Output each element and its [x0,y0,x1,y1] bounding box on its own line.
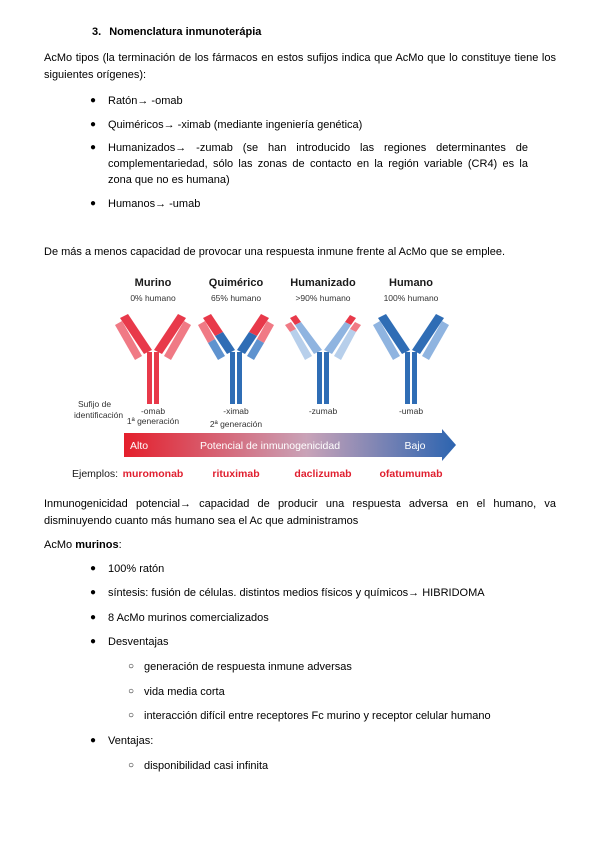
list-item [90,93,528,109]
list-item [90,140,528,188]
arrow-center-label: Potencial de inmunogenicidad [199,440,341,452]
figure-intro: De más a menos capacidad de provocar una respuesta inmune frente al AcMo que se emplee. [44,246,506,258]
list-item-text: 100% ratón [108,563,165,575]
generation-murino: 1ª generación [126,416,180,426]
bullet-icon: ● [90,142,97,153]
immunogenicity-arrow [124,429,456,461]
suffix-quimerico: -ximab [223,406,249,416]
bullet-icon: ● [90,563,97,574]
example-quimerico: rituximab [212,468,260,480]
list-item-text: Humanos→ -umab [108,198,201,210]
suffix-humano: -umab [398,406,424,416]
arrow-high-label: Alto [130,440,149,452]
list-item-text: síntesis: fusión de células. distintos medios físicos y químicos→ HIBRIDOMA [108,587,485,599]
generation-quimerico: 2ª generación [209,419,263,429]
example-humano: ofatumumab [379,468,443,480]
bullet-icon: ● [90,198,97,209]
antibody-murino-icon [115,314,191,404]
list-item [90,196,528,212]
section-number: 3. [92,26,102,38]
suffix-murino: -omab [140,406,166,416]
bullet-icon: ● [90,612,97,623]
type-name-murino: Murino [134,277,172,289]
type-pct-murino: 0% humano [130,293,176,303]
list-item [90,733,528,749]
circle-bullet-icon: ○ [128,686,135,697]
sub-list-item-text: disponibilidad casi infinita [144,760,269,772]
circle-bullet-icon: ○ [128,710,135,721]
bullet-icon: ● [90,95,97,106]
sub-list-item-text: generación de respuesta inmune adversas [144,661,352,673]
list-item-text: Ratón→ -omab [108,95,183,107]
suffix-label-line1: Sufijo de [78,399,112,409]
antibody-quimerico-icon [198,314,274,404]
sub-list-item [128,684,558,700]
circle-bullet-icon: ○ [128,661,135,672]
murine-heading [44,537,556,554]
bullet-icon: ● [90,119,97,130]
example-humanizado: daclizumab [294,468,352,480]
list-item [90,610,528,626]
antibody-humanizado-icon [285,315,361,404]
bullet-icon: ● [90,587,97,598]
type-pct-humanizado: >90% humano [295,293,351,303]
examples-label: Ejemplos: [72,468,119,480]
list-item [90,585,528,601]
sub-list-item-text: interacción difícil entre receptores Fc murino y receptor celular humano [144,710,491,722]
antibody-humano-icon [373,314,449,404]
list-item [90,117,528,133]
list-item [90,561,528,577]
type-name-quimerico: Quimérico [208,277,264,289]
bullet-icon: ● [90,636,97,647]
arrow-low-label: Bajo [404,440,426,452]
sub-list-item [128,659,558,675]
murine-heading-suffix: : [118,539,122,551]
section-title: Nomenclatura inmunoterápia [109,26,262,38]
intro-paragraph: AcMo tipos (la terminación de los fármacos en estos sufijos indica que AcMo que lo constituye tiene los siguientes orígenes): [44,52,556,81]
section-heading [92,26,261,38]
list-item [90,634,528,650]
list-item-text: Ventajas: [108,735,154,747]
type-name-humano: Humano [389,277,433,289]
list-item-text: Humanizados→ -zumab (se han introducido las regiones determinantes de complementariedad, sólo las zonas de contacto en la región variable (CR4) es la zona que no es humana) [108,142,528,186]
type-pct-humano: 100% humano [383,293,439,303]
list-item-text: Quiméricos→ -ximab (mediante ingeniería genética) [108,119,363,131]
sub-list-item-text: vida media corta [144,686,225,698]
antibody-figure [70,268,490,490]
example-murino: muromonab [122,468,184,480]
immunogenicity-paragraph: Inmunogenicidad potencial→ capacidad de producir una respuesta adversa en el humano, va disminuyendo cuanto más humano sea el Ac que administramos [44,498,556,527]
sub-list-item [128,758,558,774]
list-item-text: 8 AcMo murinos comercializados [108,612,269,624]
circle-bullet-icon: ○ [128,760,135,771]
suffix-humanizado: -zumab [308,406,338,416]
bullet-icon: ● [90,735,97,746]
murine-heading-prefix: AcMo [44,539,76,551]
type-name-humanizado: Humanizado [290,277,356,289]
murine-heading-bold: murinos [75,539,119,551]
type-pct-quimerico: 65% humano [210,293,262,303]
sub-list-item [128,708,558,724]
list-item-text: Desventajas [108,636,169,648]
suffix-label-line2: identificación [74,410,124,420]
